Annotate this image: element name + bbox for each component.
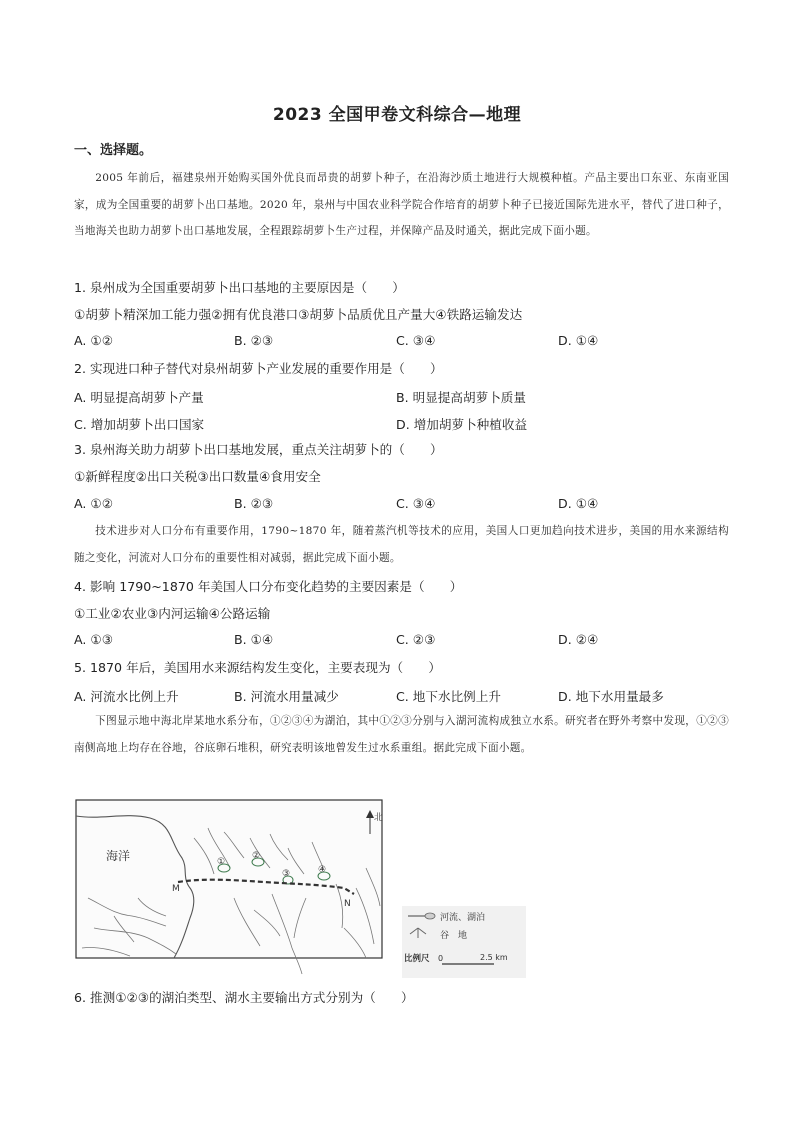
scale-zero-label: 0 — [438, 954, 444, 963]
lake-4-label: ④ — [318, 865, 327, 875]
point-m-label: M — [172, 884, 180, 894]
question-4-option-b: B. ①④ — [234, 632, 274, 647]
question-1-option-a: A. ①② — [74, 333, 113, 348]
question-1-stem: 1. 泉州成为全国重要胡萝卜出口基地的主要原因是（ ） — [74, 280, 405, 295]
legend-valley-label: 谷 地 — [440, 931, 468, 941]
question-5-option-b: B. 河流水用量减少 — [234, 689, 339, 704]
page-title: 2023 全国甲卷文科综合—地理 — [272, 105, 522, 125]
lake-3-label: ③ — [282, 869, 291, 879]
north-label: 北 — [374, 813, 384, 823]
question-4-option-a: A. ①③ — [74, 632, 113, 647]
question-3-option-a: A. ①② — [74, 496, 113, 511]
map-legend — [402, 906, 526, 978]
lake-2-label: ② — [252, 851, 261, 861]
question-3-option-c: C. ③④ — [396, 496, 436, 511]
sea-label: 海洋 — [106, 849, 131, 863]
question-4-statements: ①工业②农业③内河运输④公路运输 — [74, 606, 271, 621]
question-3-option-b: B. ②③ — [234, 496, 274, 511]
question-5-stem: 5. 1870 年后，美国用水来源结构发生变化，主要表现为（ ） — [74, 660, 441, 675]
passage-carrot: 2005 年前后，福建泉州开始购买国外优良而昂贵的胡萝卜种子，在沿海沙质土地进行大规模种植。产品主要出口东亚、东南亚国家，成为全国重要的胡萝卜出口基地。2020 年，泉州与中国农业科学院合作培育的胡萝卜种子已接近国际先进水平，替代了进口种子，当地海关也助力胡萝卜出口基地发展，全程跟踪胡萝卜生产过程，并保障产品及时通关，据此完成下面小题。 — [74, 172, 729, 237]
question-5-option-d: D. 地下水用量最多 — [558, 689, 664, 704]
question-5-option-c: C. 地下水比例上升 — [396, 689, 501, 704]
question-2-option-b: B. 明显提高胡萝卜质量 — [396, 390, 526, 405]
question-2-option-c: C. 增加胡萝卜出口国家 — [74, 417, 205, 432]
question-1-option-c: C. ③④ — [396, 333, 436, 348]
question-4-stem: 4. 影响 1790~1870 年美国人口分布变化趋势的主要因素是（ ） — [74, 579, 463, 594]
question-1-option-b: B. ②③ — [234, 333, 274, 348]
question-3-statements: ①新鲜程度②出口关税③出口数量④食用安全 — [74, 469, 321, 484]
river-system-map — [74, 798, 526, 978]
scale-label: 比例尺 — [404, 954, 430, 964]
lake-1-label: ① — [217, 857, 226, 867]
point-n-label: N — [344, 899, 351, 909]
question-2-option-a: A. 明显提高胡萝卜产量 — [74, 390, 204, 405]
question-4-option-c: C. ②③ — [396, 632, 436, 647]
legend-river-label: 河流、湖泊 — [440, 913, 486, 923]
question-5-option-a: A. 河流水比例上升 — [74, 689, 179, 704]
question-1-option-d: D. ①④ — [558, 333, 599, 348]
question-2-option-d: D. 增加胡萝卜种植收益 — [396, 417, 528, 432]
passage-us-population: 技术进步对人口分布有重要作用，1790~1870 年，随着蒸汽机等技术的应用，美国人口更加趋向技术进步，美国的用水来源结构随之变化，河流对人口分布的重要性相对减弱，据此完成下面小题。 — [74, 525, 729, 564]
question-4-option-d: D. ②④ — [558, 632, 599, 647]
question-1-statements: ①胡萝卜精深加工能力强②拥有优良港口③胡萝卜品质优且产量大④铁路运输发达 — [74, 307, 523, 322]
question-3-stem: 3. 泉州海关助力胡萝卜出口基地发展，重点关注胡萝卜的（ ） — [74, 442, 443, 457]
section-heading: 一、选择题。 — [74, 143, 153, 158]
question-6-stem: 6. 推测①②③的湖泊类型、湖水主要输出方式分别为（ ） — [74, 990, 414, 1005]
question-2-stem: 2. 实现进口种子替代对泉州胡萝卜产业发展的重要作用是（ ） — [74, 361, 443, 376]
question-3-option-d: D. ①④ — [558, 496, 599, 511]
map-drawing — [74, 798, 526, 978]
passage-mediterranean-lakes: 下图显示地中海北岸某地水系分布，①②③④为湖泊，其中①②③分别与入湖河流构成独立水系。研究者在野外考察中发现，①②③南侧高地上均存在谷地，谷底卵石堆积，研究表明该地曾发生过水系重组。据此完成下面小题。 — [74, 715, 729, 754]
scale-value-label: 2.5 km — [480, 953, 508, 962]
